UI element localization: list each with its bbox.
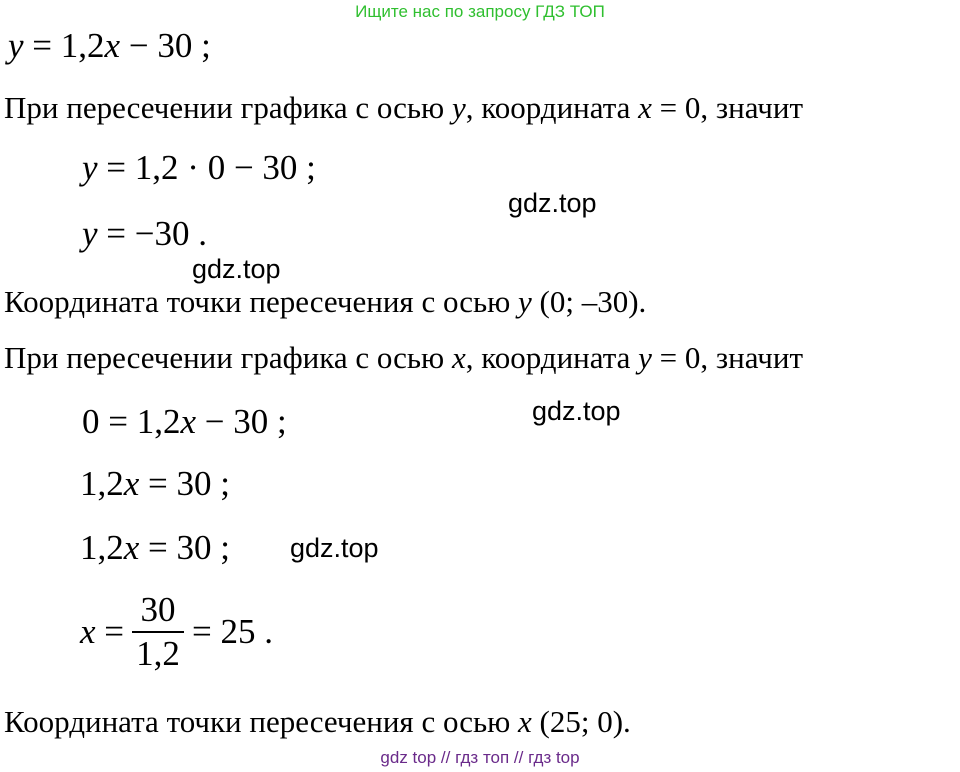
var: y — [451, 90, 466, 125]
var-y: y — [82, 148, 98, 187]
step-x-fraction-rhs — [192, 612, 273, 652]
text: (25; 0). — [531, 704, 631, 739]
step-y-substitution — [82, 148, 316, 188]
var: x — [638, 90, 652, 125]
fraction-bar — [132, 631, 184, 633]
watermark: gdz.top — [290, 533, 379, 563]
step-x-equation-2 — [80, 528, 230, 568]
eq-part: = 1,2 · 0 − 30 ; — [97, 148, 316, 187]
step-x-substitution — [82, 402, 287, 442]
var: x — [518, 704, 532, 739]
var-x: x — [104, 26, 121, 65]
var-x: x — [123, 464, 140, 503]
var: x — [451, 340, 466, 375]
fraction — [128, 590, 188, 674]
var-y: y — [8, 26, 24, 65]
eq-part: = 1,2 — [23, 26, 105, 65]
search-hint: Ищите нас по запросу ГДЗ ТОП — [355, 2, 605, 21]
eq-part: 0 = 1,2 — [82, 402, 181, 441]
watermark: gdz.top — [532, 396, 621, 426]
result-y-intercept — [4, 284, 646, 320]
paragraph-y-intercept — [4, 90, 803, 126]
eq-part: 1,2 — [80, 528, 124, 567]
var: y — [638, 340, 652, 375]
eq-part: = 30 ; — [139, 528, 231, 567]
eq-part: = — [95, 612, 125, 651]
paragraph-x-intercept — [4, 340, 803, 376]
text: При пересечении графика с осью — [4, 90, 452, 125]
var: y — [518, 284, 532, 319]
step-x-fraction-lhs — [80, 612, 124, 652]
watermark: gdz.top — [192, 254, 281, 284]
eq-part: = −30 . — [97, 214, 208, 253]
var-x: x — [123, 528, 140, 567]
text: (0; –30). — [531, 284, 647, 319]
step-y-result — [82, 214, 207, 254]
eq-part: − 30 ; — [196, 402, 287, 441]
step-x-equation-1 — [80, 464, 230, 504]
eq-part: − 30 ; — [120, 26, 211, 65]
main-equation — [8, 26, 211, 66]
text: = 0, значит — [651, 90, 803, 125]
watermark: gdz.top — [508, 188, 597, 218]
eq-part: = 30 ; — [139, 464, 231, 503]
eq-part: = 25 . — [192, 612, 273, 651]
var-y: y — [82, 214, 98, 253]
text: = 0, значит — [651, 340, 803, 375]
eq-part: 1,2 — [80, 464, 124, 503]
text: , координата — [465, 340, 639, 375]
footer-watermark: gdz top // гдз топ // гдз top — [380, 748, 580, 767]
text: При пересечении графика с осью — [4, 340, 452, 375]
var-x: x — [180, 402, 197, 441]
result-x-intercept — [4, 704, 631, 740]
text: , координата — [465, 90, 639, 125]
var-x: x — [80, 612, 96, 651]
fraction-denominator: 1,2 — [136, 634, 180, 673]
text: Координата точки пересечения с осью — [4, 704, 519, 739]
text: Координата точки пересечения с осью — [4, 284, 519, 319]
fraction-numerator: 30 — [140, 590, 176, 629]
